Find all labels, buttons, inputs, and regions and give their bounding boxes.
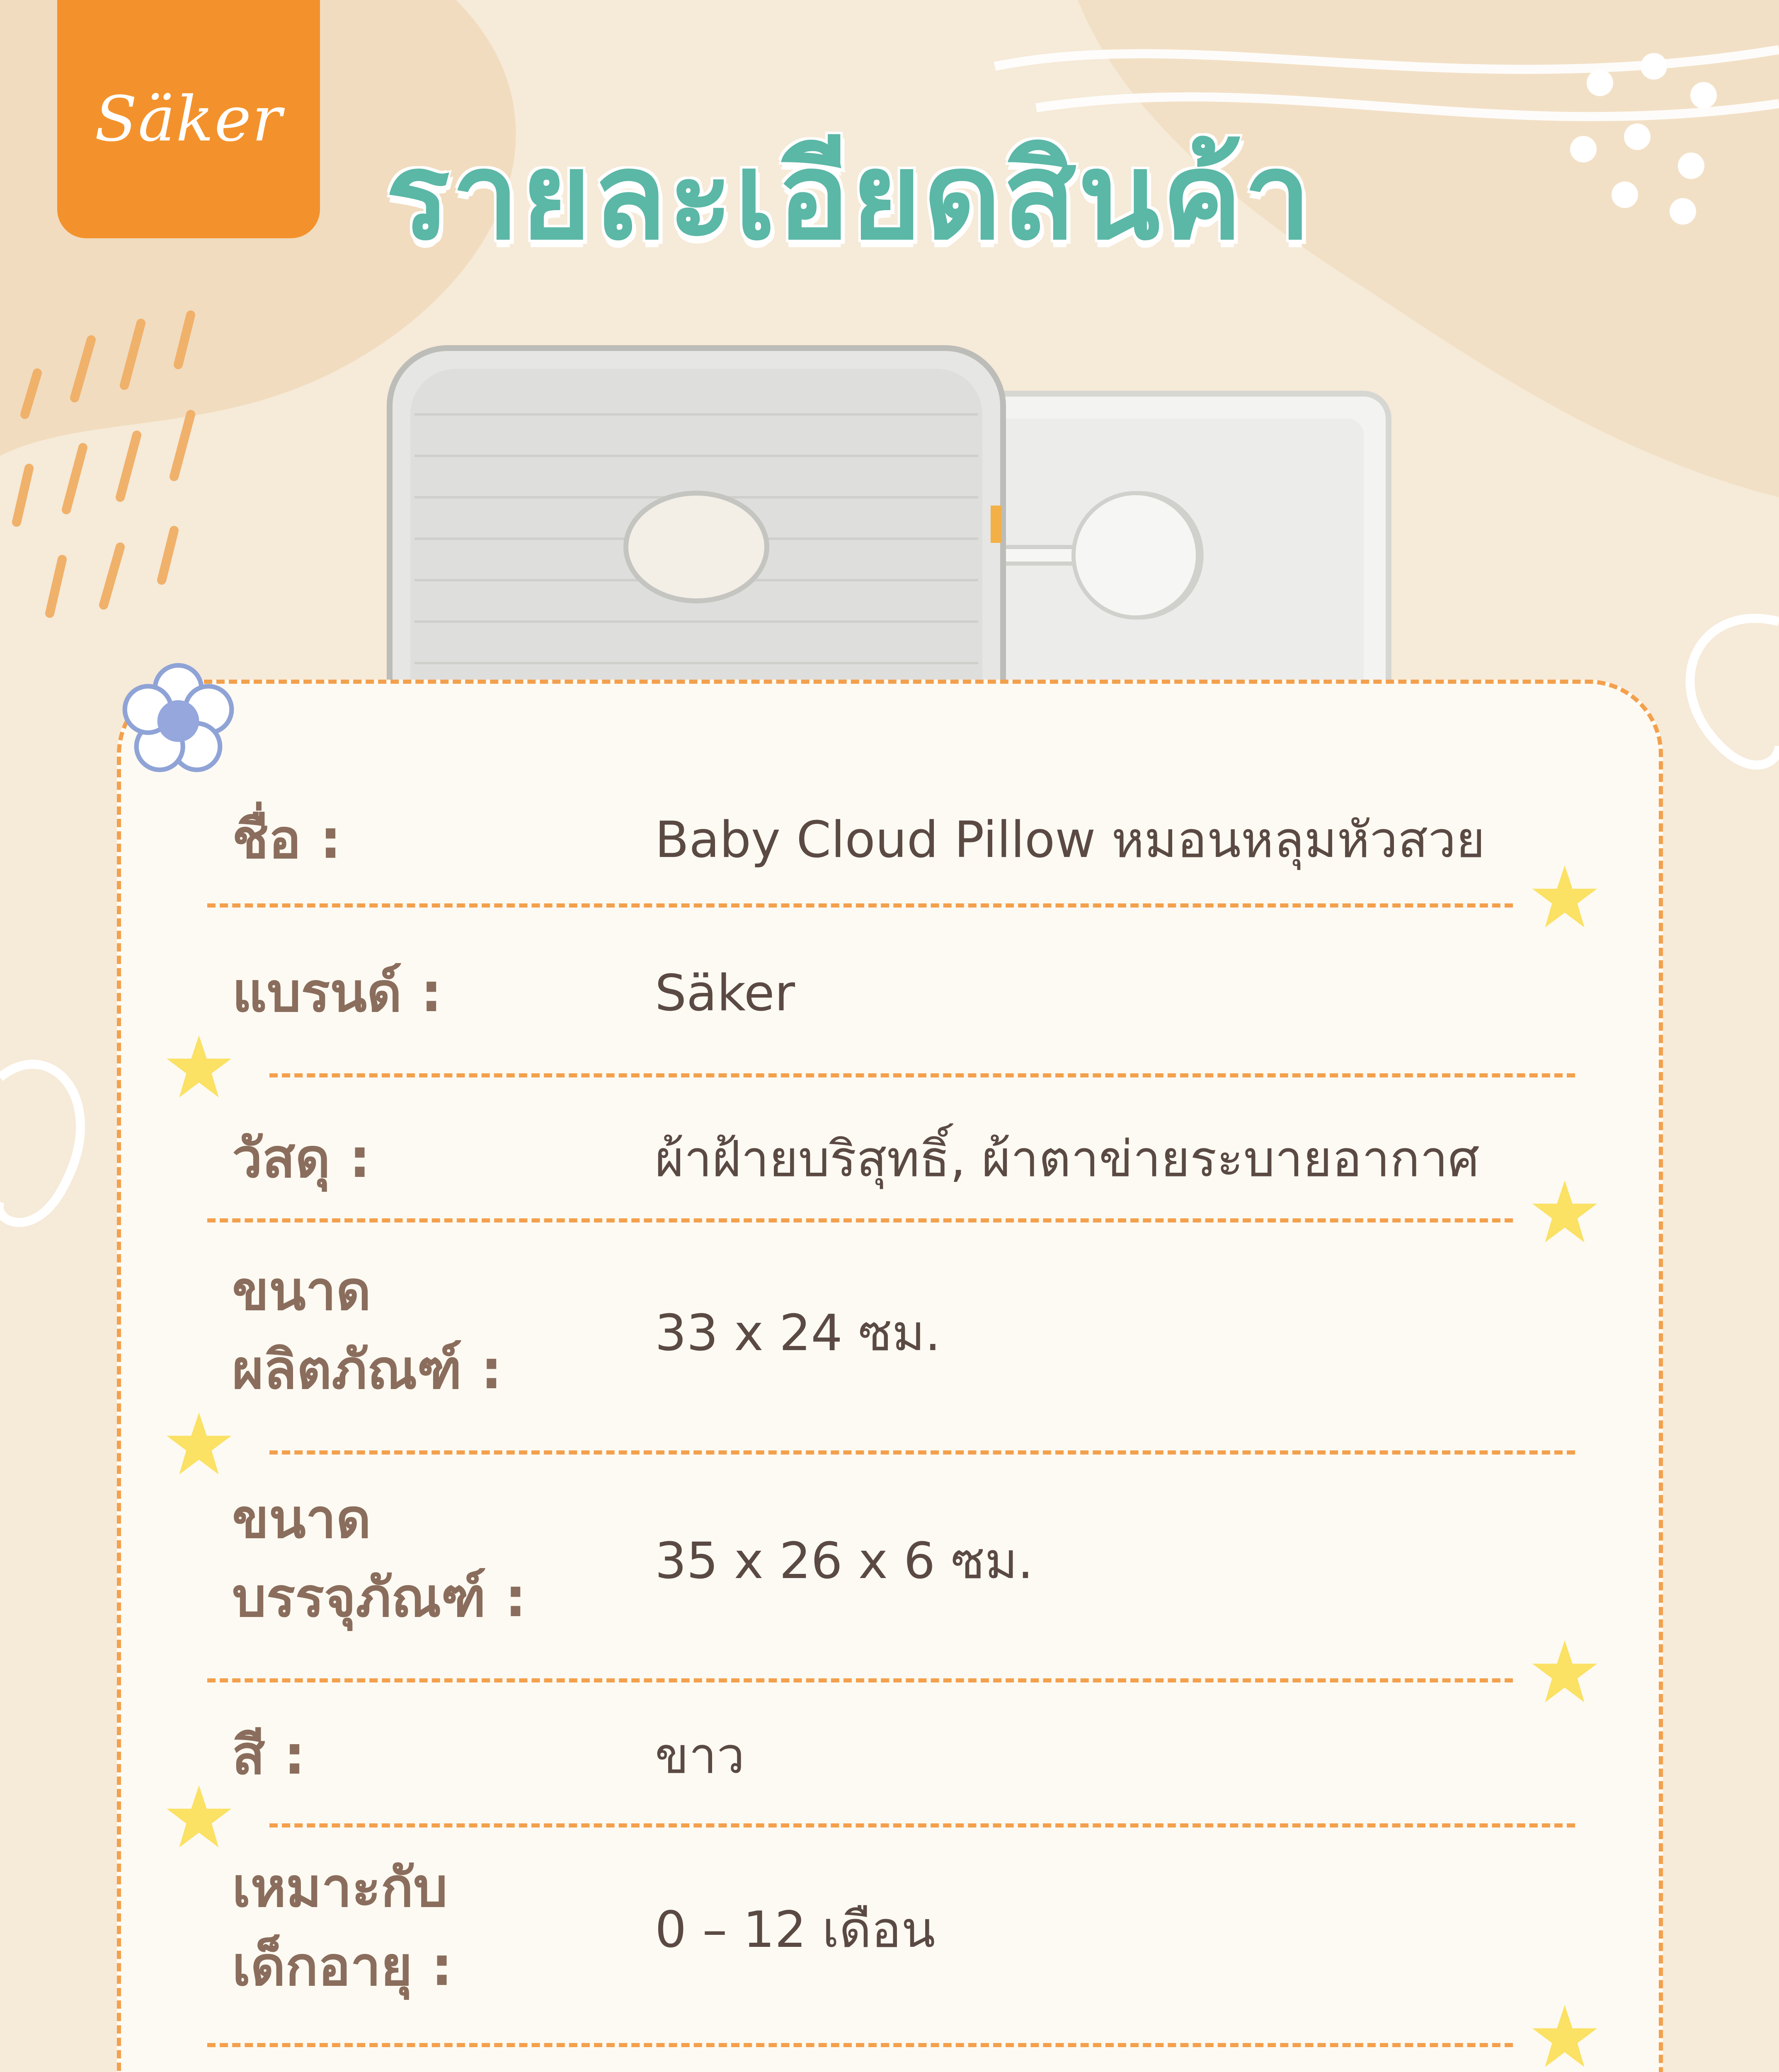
- row-divider: [207, 1218, 1513, 1222]
- star-icon: [164, 1782, 234, 1852]
- detail-label: วัสดุ :: [232, 1127, 371, 1190]
- brand-logo: [57, 0, 320, 238]
- row-divider: [207, 2043, 1513, 2047]
- detail-value-line: ขาว: [655, 1727, 745, 1785]
- detail-value-line: 0 – 12 เดือน: [655, 1901, 936, 1959]
- detail-label: สี :: [232, 1723, 305, 1786]
- detail-value: [655, 953, 1670, 1034]
- detail-value: [655, 1521, 1670, 1602]
- detail-value: [655, 1716, 1670, 1796]
- detail-value: [655, 800, 1670, 881]
- star-icon: [164, 1409, 234, 1479]
- row-divider: [269, 1823, 1575, 1828]
- detail-value: [655, 1119, 1670, 1200]
- detail-value-line: Baby Cloud Pillow หมอนหลุมหัวสวย: [655, 811, 1486, 869]
- row-divider: [269, 1073, 1575, 1077]
- detail-value-line: 33 x 24 ซม.: [655, 1305, 941, 1362]
- detail-value-line: Säker: [655, 965, 795, 1022]
- page-title: รายละเอียดสินค้า: [385, 127, 1313, 266]
- star-icon: [1529, 2002, 1600, 2072]
- detail-label: ขนาด บรรจุภัณฑ์ :: [232, 1487, 526, 1629]
- row-divider: [207, 903, 1513, 908]
- detail-label: แบรนด์ :: [232, 961, 442, 1024]
- detail-label: ชื่อ :: [232, 808, 342, 871]
- detail-value: [655, 1293, 1670, 1374]
- detail-value-line: ผ้าฝ้ายบริสุทธิ์, ผ้าตาข่ายระบายอากาศ: [655, 1130, 1480, 1188]
- star-icon: [164, 1032, 234, 1102]
- brand-logo-text: Säker: [95, 83, 283, 155]
- flower-icon: [120, 663, 236, 779]
- star-icon: [1529, 1637, 1600, 1707]
- row-divider: [269, 1450, 1575, 1455]
- detail-value: [655, 1890, 1670, 1970]
- detail-label: ขนาด ผลิตภัณฑ์ :: [232, 1259, 502, 1401]
- detail-label: เหมาะกับ เด็กอายุ :: [232, 1856, 453, 1998]
- row-divider: [207, 1678, 1513, 1682]
- detail-value-line: 35 x 26 x 6 ซม.: [655, 1532, 1034, 1590]
